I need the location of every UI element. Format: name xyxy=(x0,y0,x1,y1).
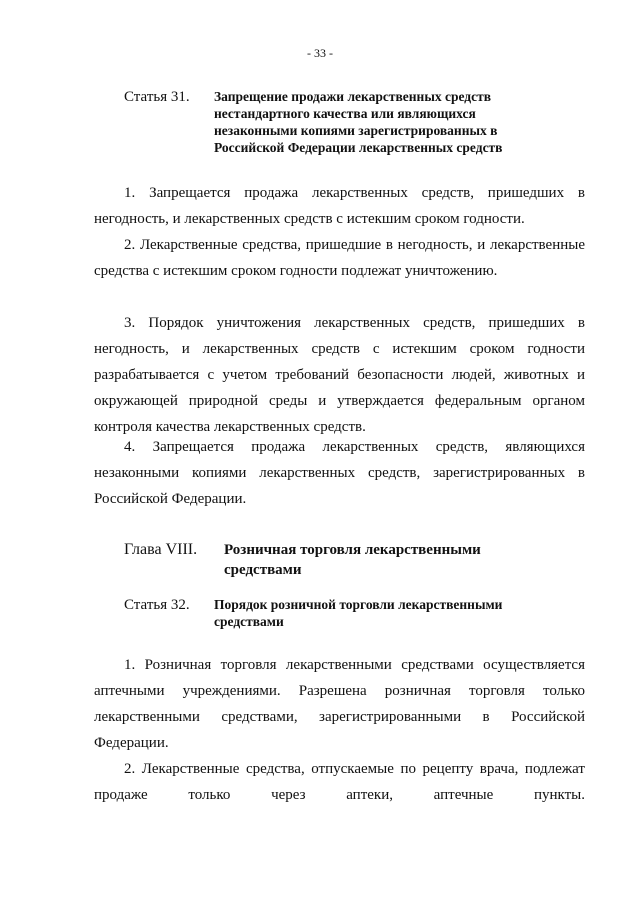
page-number: - 33 - xyxy=(307,46,333,60)
article-32-paragraph-2: 2. Лекарственные средства, отпускаемые по рецепту врача, подлежат продаже только через аптеки, аптечные пункты. xyxy=(94,761,585,803)
article-31-title: Запрещение продажи лекарственных средств нестандартного качества или являющихся незаконными копиями зарегистрированных в Российской Федерации лекарственных средств xyxy=(214,89,503,155)
article-31-paragraph-2: 2. Лекарственные средства, пришедшие в негодность, и лекарственные средства с истекшим сроком годности подлежат уничтожению. xyxy=(94,237,585,279)
article-31-paragraph-3: 3. Порядок уничтожения лекарственных средств, пришедших в негодность, и лекарственных средств с истекшим сроком годности разрабатывается с учетом требований безопасности людей, животных и окружающей природной среды и утверждается федеральным органом контроля качества лекарственных средств. xyxy=(94,315,585,435)
article-32-paragraph-1: 1. Розничная торговля лекарственными средствами осуществляется аптечными учреждениями. Разрешена розничная торговля только лекарственными средствами, зарегистрированными в Российской Федерации. xyxy=(94,657,585,751)
article-31-paragraph-4: 4. Запрещается продажа лекарственных средств, являющихся незаконными копиями лекарственных средств, зарегистрированных в Российской Федерации. xyxy=(94,439,585,507)
chapter-8-label: Глава VIII. xyxy=(124,541,198,558)
chapter-8-heading xyxy=(124,540,544,580)
chapter-8-title: Розничная торговля лекарственными средствами xyxy=(224,542,481,578)
article-31-label: Статья 31. xyxy=(124,89,190,105)
article-32-heading xyxy=(124,596,544,630)
article-32-title: Порядок розничной торговли лекарственными средствами xyxy=(214,597,503,629)
article-31-paragraph-1: 1. Запрещается продажа лекарственных средств, пришедших в негодность, и лекарственных средств с истекшим сроком годности. xyxy=(94,185,585,227)
article-31-heading xyxy=(124,88,544,156)
article-32-label: Статья 32. xyxy=(124,597,190,613)
